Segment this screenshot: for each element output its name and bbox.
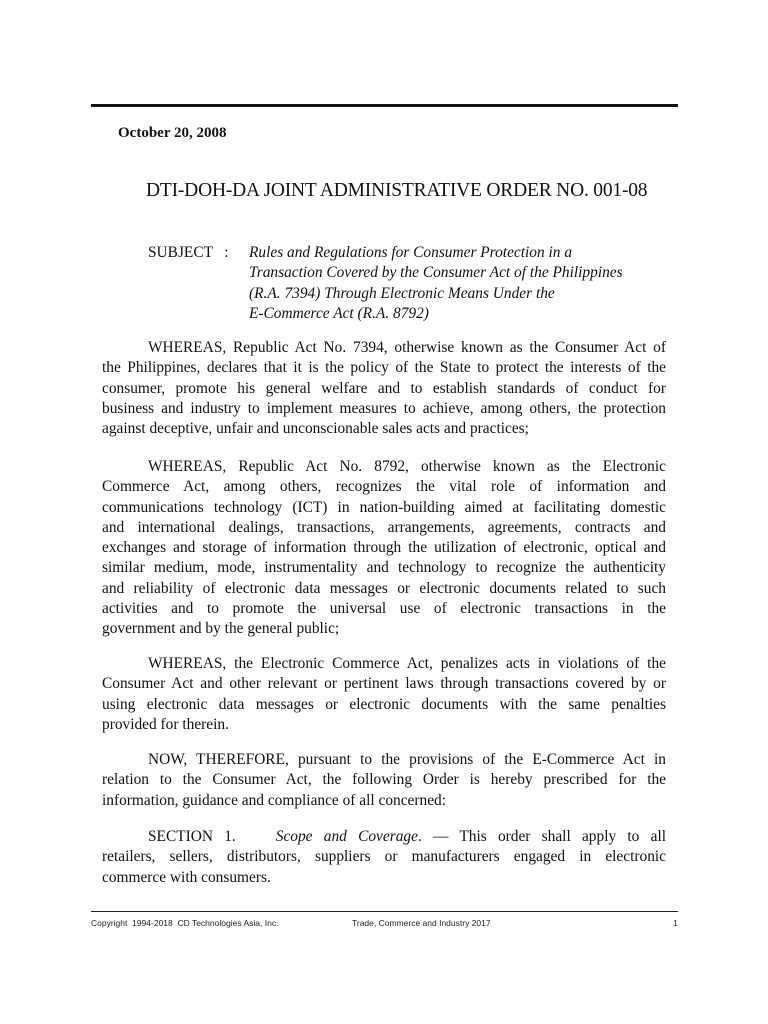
paragraph-line: information, guidance and compliance of all concerned: bbox=[102, 791, 447, 809]
order-date: October 20, 2008 bbox=[118, 125, 227, 141]
section-1-label: SECTION 1. bbox=[148, 828, 236, 845]
section-1-first-line bbox=[102, 827, 666, 847]
paragraph-line: using electronic data messages or electronic documents with the same penalties bbox=[102, 695, 666, 713]
paragraph-line: NOW, THEREFORE, pursuant to the provisions of the E-Commerce Act in bbox=[148, 751, 666, 768]
paragraph-line: WHEREAS, Republic Act No. 8792, otherwise known as the Electronic bbox=[148, 458, 666, 475]
footer-publication: Trade, Commerce and Industry 2017 bbox=[352, 918, 491, 928]
paragraph-line: consumer, promote his general welfare and to establish standards of conduct for bbox=[102, 379, 666, 397]
paragraph-line: Consumer Act and other relevant or pertinent laws through transactions covered by or bbox=[102, 675, 666, 693]
paragraph-line: against deceptive, unfair and unconscionable sales acts and practices; bbox=[102, 420, 529, 438]
section-1 bbox=[102, 827, 666, 888]
paragraph-line: exchanges and storage of information through the utilization of electronic, optical and bbox=[102, 539, 666, 557]
section-1-heading: Scope and Coverage bbox=[275, 828, 418, 845]
footer-copyright: Copyright 1994-2018 CD Technologies Asia, Inc. bbox=[91, 918, 279, 928]
subject-text bbox=[249, 243, 623, 324]
paragraph-line: the Philippines, declares that it is the policy of the State to protect the interests of the bbox=[102, 359, 666, 377]
order-title: DTI-DOH-DA JOINT ADMINISTRATIVE ORDER NO. 001-08 bbox=[146, 180, 648, 201]
whereas-paragraph-consumer-act bbox=[102, 338, 666, 439]
paragraph-line: communications technology (ICT) in nation-building aimed at facilitating domestic bbox=[102, 498, 666, 516]
paragraph-line: retailers, sellers, distributors, suppliers or manufacturers engaged in electronic bbox=[102, 848, 666, 866]
paragraph-line: similar medium, mode, instrumentality and technology to recognize the authenticity bbox=[102, 559, 666, 577]
paragraph-line: provided for therein. bbox=[102, 715, 229, 733]
now-therefore-paragraph bbox=[102, 750, 666, 811]
paragraph-line: and reliability of electronic data messages or electronic documents related to such bbox=[102, 579, 666, 597]
paragraph-line: commerce with consumers. bbox=[102, 868, 271, 886]
paragraph-line: and international dealings, transactions, arrangements, agreements, contracts and bbox=[102, 518, 666, 536]
section-1-first-line-rest: . — This order shall apply to all bbox=[417, 828, 666, 845]
paragraph-line: relation to the Consumer Act, the following Order is hereby prescribed for the bbox=[102, 771, 666, 789]
subject-line: (R.A. 7394) Through Electronic Means Under the bbox=[249, 284, 555, 302]
paragraph-line: activities and to promote the universal use of electronic transactions in the bbox=[102, 600, 666, 618]
whereas-paragraph-penalties bbox=[102, 654, 666, 735]
whereas-paragraph-ecommerce-act bbox=[102, 457, 666, 640]
subject-line: Rules and Regulations for Consumer Protection in a bbox=[249, 244, 573, 261]
subject-label: SUBJECT : bbox=[148, 244, 229, 261]
footer-rule bbox=[91, 911, 678, 912]
paragraph-line: business and industry to implement measures to achieve, among others, the protection bbox=[102, 399, 666, 417]
paragraph-line: WHEREAS, Republic Act No. 7394, otherwise known as the Consumer Act of bbox=[148, 339, 666, 356]
subject-line: Transaction Covered by the Consumer Act of the Philippines bbox=[249, 264, 623, 282]
paragraph-line: government and by the general public; bbox=[102, 620, 340, 638]
paragraph-line: Commerce Act, among others, recognizes the vital role of information and bbox=[102, 478, 666, 496]
footer-page-number: 1 bbox=[673, 918, 678, 928]
header-rule bbox=[91, 104, 678, 107]
paragraph-line: WHEREAS, the Electronic Commerce Act, penalizes acts in violations of the bbox=[148, 655, 666, 672]
subject-line: E-Commerce Act (R.A. 8792) bbox=[249, 304, 429, 322]
